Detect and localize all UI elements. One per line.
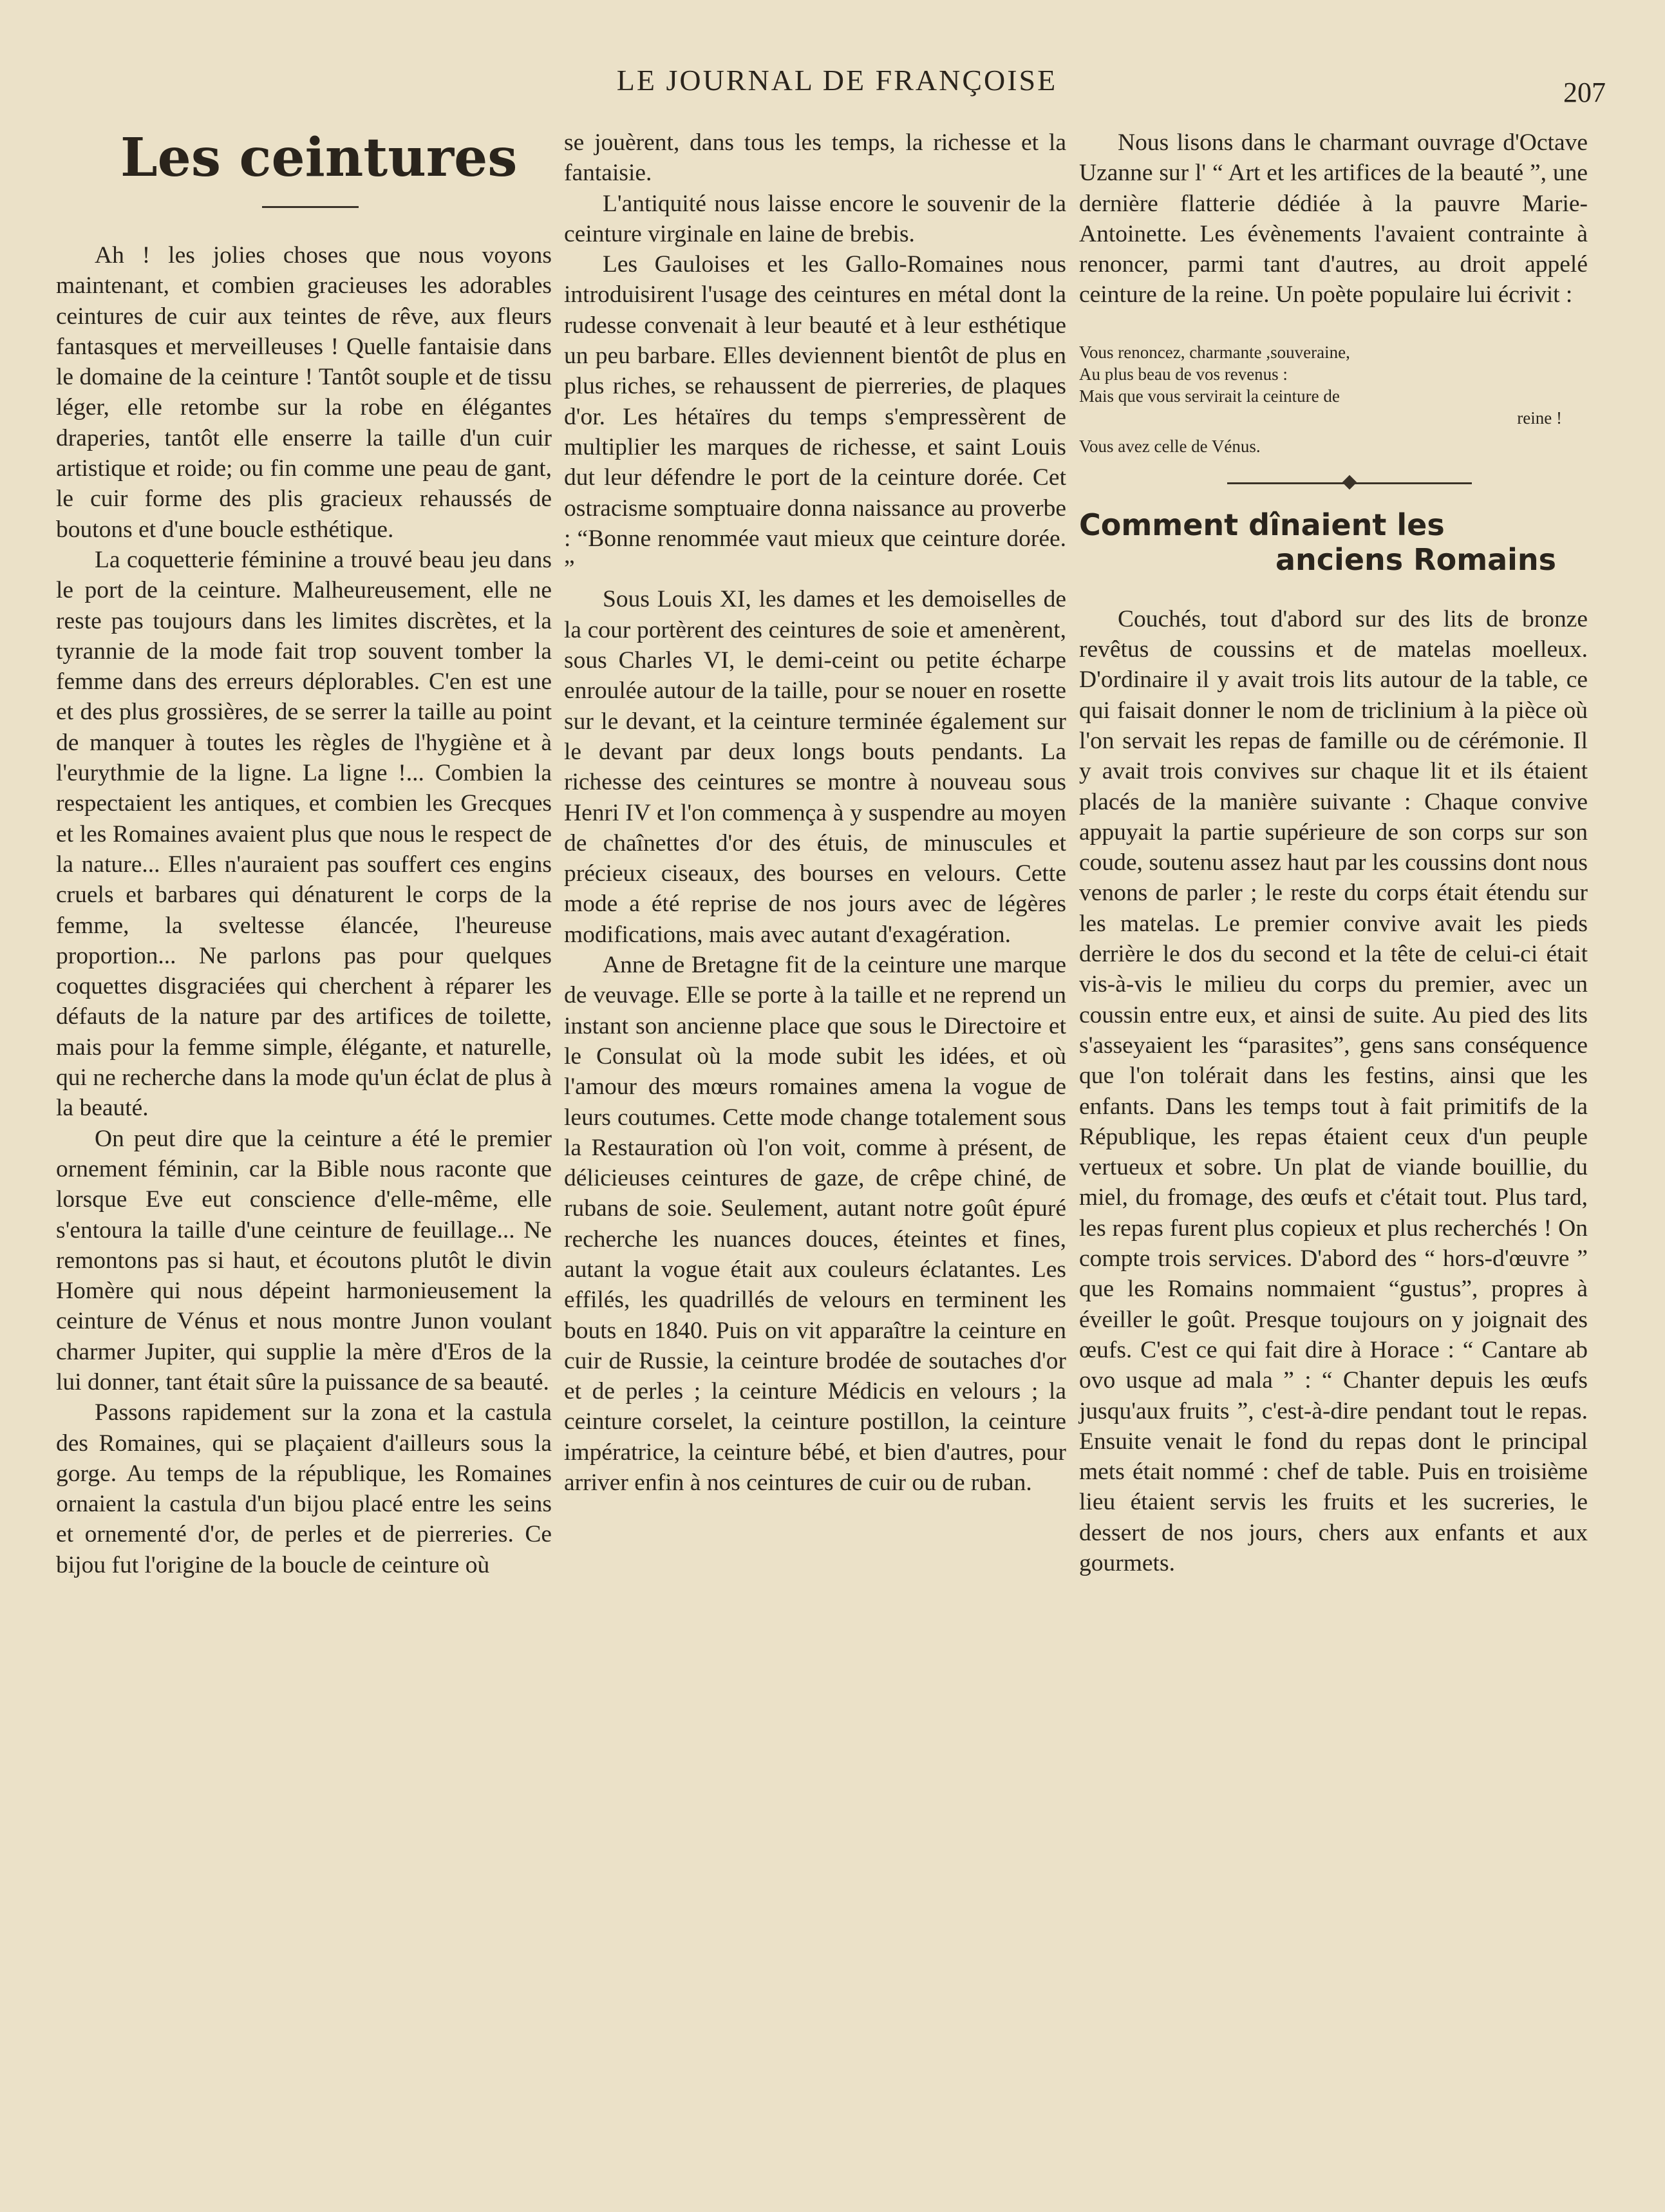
verse-line: Vous renoncez, charmante ,souveraine,	[1079, 342, 1350, 362]
verse-line: Mais que vous servirait la ceinture de	[1079, 386, 1340, 406]
article-title	[1079, 507, 1588, 577]
paragraph: La coquetterie féminine a trouvé beau jeu dans le port de la ceinture. Malheureusement, elle ne reste pas toujours dans les limites discrètes, et la tyrannie de la mode fait trop souvent tomber la femme dans des erreurs déplorables. C'en est une et des plus grossières, de se serrer la taille au point de manquer à toutes les règles de l'hygiène et à l'eurythmie de la ligne. La ligne !... Combien la respectaient les antiques, et combien les Grecques et les Romaines avaient plus que nous le respect de la nature... Elles n'auraient pas souffert ces engins cruels et barbares qui dénaturent le corps de la femme, la sveltesse élancée, l'heureuse proportion... Ne parlons pas pour quelques coquettes disgraciées qui cherchent à réparer les défauts de la nature par des artifices de toilette, mais pour la femme simple, élégante, et naturelle, qui ne recherche dans la mode qu'un éclat de plus à la beauté.	[56, 546, 552, 1122]
paragraph: Les Gauloises et les Gallo-Romaines nous introduisirent l'usage des ceintures en métal dont la rudesse convenait à leur beauté et à leur esthétique un peu barbare. Elles deviennent bientôt de plus en plus riches, se rehaussent de pierreries, de plaques d'or. Les hétaïres du temps s'empressèrent de multiplier les marques de richesse, et saint Louis dut leur défendre le port de la ceinture dorée. Cet ostracisme somptuaire donna naissance au proverbe : “Bonne renommée vaut mieux que ceinture dorée. ”	[564, 251, 1066, 583]
verse-line: reine !	[1517, 408, 1562, 428]
paragraph: Ah ! les jolies choses que nous voyons maintenant, et combien gracieuses les adorables ceintures de cuir aux teintes de rêve, aux fleurs fantasques et merveilleuses ! Quelle fantaisie dans le domaine de la ceinture ! Tantôt souple et de tissu léger, elle retombe sur la robe en élégantes draperies, tantôt elle enserre la taille d'un cuir artistique et roide; ou fin comme une peau de gant, le cuir forme des plis gracieux rehaussés de boutons et d'une boucle esthétique.	[56, 242, 552, 543]
verse-quote	[1079, 341, 1588, 457]
paragraph: se jouèrent, dans tous les temps, la richesse et la fantaisie.	[564, 129, 1066, 187]
paragraph: L'antiquité nous laisse encore le souvenir de la ceinture virginale en laine de brebis.	[564, 190, 1066, 247]
running-head: LE JOURNAL DE FRANÇOISE	[616, 64, 1058, 97]
diamond-ornament-icon	[1342, 475, 1357, 489]
section-divider	[1079, 475, 1588, 491]
verse-line: Au plus beau de vos revenus :	[1079, 364, 1288, 384]
paragraph: Couchés, tout d'abord sur des lits de bronze revêtus de coussins et de matelas moelleux. D'ordinaire il y avait trois lits autour de la table, ce qui faisait donner le nom de triclinium à la pièce où l'on servait les repas de famille ou de cérémonie. Il y avait trois convives sur chaque lit et ils étaient placés de la manière suivante : Chaque convive appuyait la partie supérieure de son corps sur son coude, soutenu assez haut par les coussins dont nous venons de parler ; le reste du corps était étendu sur les matelas. Le premier convive avait les pieds derrière le dos du second et la tête de celui-ci était vis-à-vis le milieu du corps du premier, avec un coussin entre eux, et ainsi de suite. Au pied des lits s'asseyaient les “parasites”, gens sans conséquence que l'on tolérait dans les festins, ainsi que les enfants. Dans les temps tout à fait primitifs de la République, les repas étaient ceux d'un peuple vertueux et sobre. Un plat de viande bouillie, du miel, du fromage, des œufs et c'était tout. Plus tard, les repas furent plus copieux et plus recherchés ! On compte trois services. D'abord des “ hors-d'œuvre ” que les Romains nommaient “gustus”, propres à éveiller le goût. Presque toujours on y joignait des œufs. C'est ce qui fait dire à Horace : “ Cantare ab ovo usque ad mala ” : “ Chanter depuis les œufs jusqu'aux fruits ”, c'est-à-dire pendant tout le repas. Ensuite venait le fond du repas dont le principal mets était nommé : chef de table. Puis en troisième lieu étaient servis les fruits et les sucreries, le dessert de nos jours, chers aux enfants et aux gourmets.	[1079, 605, 1588, 1576]
paragraph: Nous lisons dans le charmant ouvrage d'Octave Uzanne sur l' “ Art et les artifices de la beauté ”, une dernière flatterie dédiée à la pauvre Marie-Antoinette. Les évènements l'avaient contrainte à renoncer, parmi tant d'autres, au droit appelé ceinture de la reine. Un poète populaire lui écrivit :	[1079, 129, 1588, 308]
title-rule	[262, 206, 359, 208]
title-line: Comment dînaient les	[1079, 507, 1445, 542]
column-2	[564, 128, 1066, 1498]
column-1	[56, 129, 552, 1580]
paragraph: Sous Louis XI, les dames et les demoiselles de la cour portèrent des ceintures de soie et amenèrent, sous Charles VI, le demi-ceint ou petite écharpe enroulée autour de la taille, pour se nouer en rosette sur le devant, et la ceinture terminée également sur le devant par deux longs bouts pendants. La richesse des ceintures se montre à nouveau sous Henri IV et l'on commença à y suspendre au moyen de chaînettes d'or des étuis, de minuscules et précieux ciseaux, des bourses en velours. Cette mode a été reprise de nos jours avec de légères modifications, mais avec autant d'exagération.	[564, 586, 1066, 948]
paragraph: Anne de Bretagne fit de la ceinture une marque de veuvage. Elle se porte à la taille et ne reprend un instant son ancienne place que sous le Directoire et le Consulat où la mode subit les idées, et où l'amour des mœurs romaines amena la vogue de leurs coutumes. Cette mode change totalement sous la Restauration où l'on voit, comme à présent, de délicieuses ceintures de gaze, de crêpe chiné, de rubans de soie. Seulement, autant notre goût épuré recherche les nuances douces, éteintes et fines, autant la vogue était aux couleurs éclatantes. Les effilés, les quadrillés de velours en terminent les bouts en 1840. Puis on vit apparaître la ceinture en cuir de Russie, la ceinture brodée de soutaches d'or et de perles ; la ceinture Médicis en velours ; la ceinture corselet, la ceinture postillon, la ceinture impératrice, la ceinture bébé, et bien d'autres, pour arriver enfin à nos ceintures de cuir ou de ruban.	[564, 952, 1066, 1497]
title-line: anciens Romains	[1275, 542, 1557, 577]
paragraph: On peut dire que la ceinture a été le premier ornement féminin, car la Bible nous raconte que lorsque Eve eut conscience d'elle-même, elle s'entoura la taille d'une ceinture de feuillage... Ne remontons pas si haut, et écoutons plutôt le divin Homère qui nous dépeint harmonieusement la ceinture de Vénus et nous montre Junon voulant charmer Jupiter, qui supplie la mère d'Eros de la lui donner, tant était sûre la puissance de sa beauté.	[56, 1125, 552, 1395]
verse-line: Vous avez celle de Vénus.	[1079, 436, 1261, 456]
column-3	[1079, 128, 1588, 1578]
article-title: Les ceintures	[120, 127, 518, 189]
page-number: 207	[1563, 77, 1606, 108]
paragraph: Passons rapidement sur la zona et la castula des Romaines, qui se plaçaient d'ailleurs sous la gorge. Au temps de la république, les Romaines ornaient la castula d'un bijou placé entre les seins et ornementé d'or, de perles et de pierreries. Ce bijou fut l'origine de la boucle de ceinture où	[56, 1399, 552, 1578]
